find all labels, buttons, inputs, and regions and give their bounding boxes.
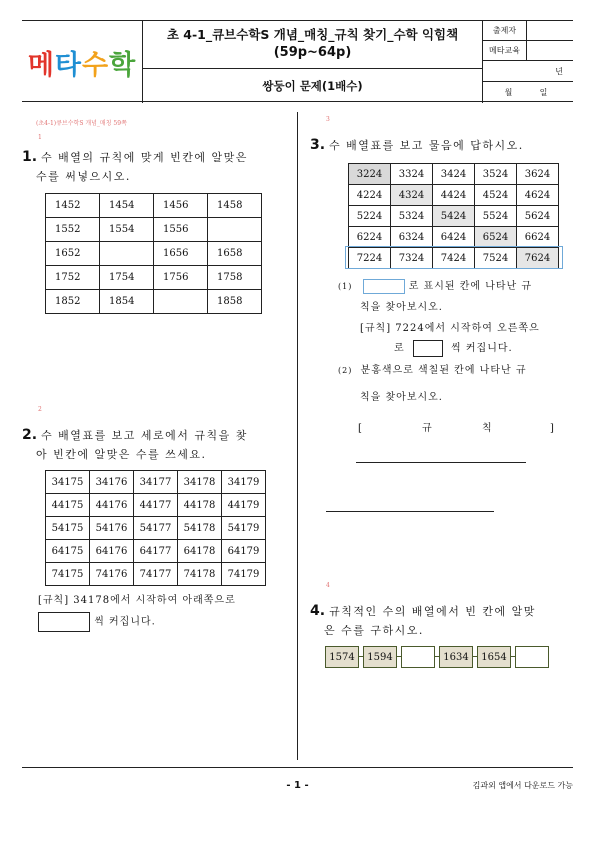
table-cell: 5624	[517, 206, 559, 227]
table-cell: 5324	[391, 206, 433, 227]
table-cell: 7424	[433, 248, 475, 269]
table-row	[349, 185, 559, 206]
table-cell: 34176	[90, 471, 134, 494]
table-row	[349, 227, 559, 248]
table-row	[46, 471, 266, 494]
table-cell: 7324	[391, 248, 433, 269]
q2-rule: [규칙] 34178에서 시작하여 아래쪽으로	[38, 595, 236, 606]
table-row	[46, 540, 266, 563]
date-row: 월 일	[504, 88, 548, 97]
q1-text: 1. 수 배열의 규칙에 맞게 빈칸에 알맞은 수를 써넣으시오.	[22, 149, 248, 183]
publisher-row: 메타교육	[483, 41, 573, 61]
q3-sub1-rule: [규칙] 7224에서 시작하여 오른쪽으	[360, 323, 540, 334]
table-cell: 34177	[134, 471, 178, 494]
table-cell: 34178	[178, 471, 222, 494]
table-cell: 6224	[349, 227, 391, 248]
table-cell: 5424	[433, 206, 475, 227]
table-cell: 1652	[46, 242, 100, 266]
page-number: - 1 -	[286, 780, 309, 791]
chain-blank-cell[interactable]	[401, 646, 435, 668]
table-cell: 5524	[475, 206, 517, 227]
table-cell: 74176	[90, 563, 134, 586]
q3-blue-box-icon	[363, 279, 405, 294]
table-cell: 6524	[475, 227, 517, 248]
footer-note: 김과외 앱에서 다운로드 가능	[472, 781, 573, 790]
table-cell: 1458	[208, 194, 262, 218]
blank-cell[interactable]	[208, 218, 262, 242]
table-cell: 4224	[349, 185, 391, 206]
table-cell: 3224	[349, 164, 391, 185]
table-cell: 64177	[134, 540, 178, 563]
table-cell: 44176	[90, 494, 134, 517]
chain-cell: 1634	[439, 646, 473, 668]
q4-text: 4. 규칙적인 수의 배열에서 빈 칸에 알맞 은 수를 구하시오.	[310, 603, 536, 637]
q2-table	[45, 470, 266, 586]
footer-divider	[22, 767, 573, 768]
table-cell: 1758	[208, 266, 262, 290]
worksheet-subtitle: 쌍둥이 문제(1배수)	[143, 69, 483, 103]
table-cell: 4624	[517, 185, 559, 206]
table-row	[46, 266, 262, 290]
table-cell: 74178	[178, 563, 222, 586]
table-cell: 1854	[100, 290, 154, 314]
q4-number: 4.	[310, 603, 326, 619]
table-cell: 3324	[391, 164, 433, 185]
q3-answer-line-1[interactable]	[356, 462, 526, 463]
brand-logo	[22, 21, 143, 103]
table-cell: 4524	[475, 185, 517, 206]
table-cell: 1852	[46, 290, 100, 314]
table-cell: 3424	[433, 164, 475, 185]
blank-cell[interactable]	[100, 242, 154, 266]
chain-cell: 1654	[477, 646, 511, 668]
logo-text: 메타수학	[27, 49, 137, 81]
q1-number: 1.	[22, 149, 38, 165]
table-cell: 1756	[154, 266, 208, 290]
table-cell: 4324	[391, 185, 433, 206]
blank-cell[interactable]	[154, 290, 208, 314]
table-row	[46, 563, 266, 586]
table-cell: 7224	[349, 248, 391, 269]
worksheet-header	[22, 20, 573, 102]
q1-table	[45, 193, 262, 314]
table-row	[46, 218, 262, 242]
author-row: 출제자	[483, 21, 573, 41]
q2-rule-line2: 씩 커집니다.	[38, 612, 156, 632]
table-cell: 1554	[100, 218, 154, 242]
q3-answer-box[interactable]	[413, 340, 443, 357]
q2-answer-box[interactable]	[38, 612, 90, 632]
chain-cell: 1574	[325, 646, 359, 668]
table-cell: 1656	[154, 242, 208, 266]
table-cell: 54176	[90, 517, 134, 540]
table-cell: 3624	[517, 164, 559, 185]
table-cell: 44179	[222, 494, 266, 517]
table-cell: 34179	[222, 471, 266, 494]
q3-number: 3.	[310, 137, 326, 153]
q3-number-small: 3	[326, 116, 330, 123]
table-cell: 1858	[208, 290, 262, 314]
q3-sub1-rule-line2: 로 씩 커집니다.	[394, 340, 513, 358]
q1-number-small: 1	[38, 134, 42, 141]
table-cell: 54178	[178, 517, 222, 540]
table-cell: 54175	[46, 517, 90, 540]
table-cell: 64176	[90, 540, 134, 563]
table-cell: 6324	[391, 227, 433, 248]
table-cell: 6424	[433, 227, 475, 248]
table-row	[349, 206, 559, 227]
table-cell: 44177	[134, 494, 178, 517]
q3-highlight-row	[345, 246, 563, 269]
table-cell: 1454	[100, 194, 154, 218]
table-cell: 7524	[475, 248, 517, 269]
table-row	[46, 242, 262, 266]
worksheet-title: 초 4-1_큐브수학S 개념_매칭_규칙 찾기_수학 익힘책 (59p~64p)	[143, 21, 483, 69]
q3-sub1: (1) 로 표시된 칸에 나타난 규	[338, 281, 533, 292]
table-cell: 1658	[208, 242, 262, 266]
table-cell: 1752	[46, 266, 100, 290]
q3-sub2-line2: 칙을 찾아보시오.	[360, 392, 443, 403]
table-cell: 44178	[178, 494, 222, 517]
table-cell: 64178	[178, 540, 222, 563]
table-cell: 1452	[46, 194, 100, 218]
q3-rule-bracket: [ 규 칙 ]	[358, 423, 555, 434]
table-cell: 54179	[222, 517, 266, 540]
table-cell: 1556	[154, 218, 208, 242]
table-cell: 1754	[100, 266, 154, 290]
q2-text: 2. 수 배열표를 보고 세로에서 규칙을 찾 아 빈칸에 알맞은 수를 쓰세요.	[22, 427, 248, 461]
table-cell: 74175	[46, 563, 90, 586]
table-cell: 6624	[517, 227, 559, 248]
info-box	[483, 21, 573, 103]
year-row: 년	[483, 61, 573, 82]
table-row	[46, 494, 266, 517]
table-cell: 64179	[222, 540, 266, 563]
q3-text: 3. 수 배열표를 보고 물음에 답하시오.	[310, 137, 524, 153]
table-cell: 1552	[46, 218, 100, 242]
chain-blank-cell[interactable]	[515, 646, 549, 668]
table-cell: 34175	[46, 471, 90, 494]
table-cell: 54177	[134, 517, 178, 540]
table-cell: 44175	[46, 494, 90, 517]
table-cell: 74179	[222, 563, 266, 586]
q4-number-small: 4	[326, 582, 330, 589]
column-divider	[297, 112, 298, 760]
table-row	[349, 164, 559, 185]
chain-cell: 1594	[363, 646, 397, 668]
q1-source: (초4-1)큐브수학S 개념_매칭 59쪽	[36, 120, 127, 127]
q3-answer-line-2[interactable]	[326, 511, 494, 512]
table-cell: 4424	[433, 185, 475, 206]
table-cell: 64175	[46, 540, 90, 563]
table-row	[46, 517, 266, 540]
table-cell: 1456	[154, 194, 208, 218]
table-cell: 3524	[475, 164, 517, 185]
table-cell: 74177	[134, 563, 178, 586]
q3-sub1-line2: 칙을 찾아보시오.	[360, 302, 443, 313]
table-row	[46, 194, 262, 218]
q2-number-small: 2	[38, 406, 42, 413]
table-row	[46, 290, 262, 314]
q3-sub2: (2) 분홍색으로 색칠된 칸에 나타난 규	[338, 365, 527, 376]
table-cell: 5224	[349, 206, 391, 227]
q2-number: 2.	[22, 427, 38, 443]
table-cell: 7624	[517, 248, 559, 269]
